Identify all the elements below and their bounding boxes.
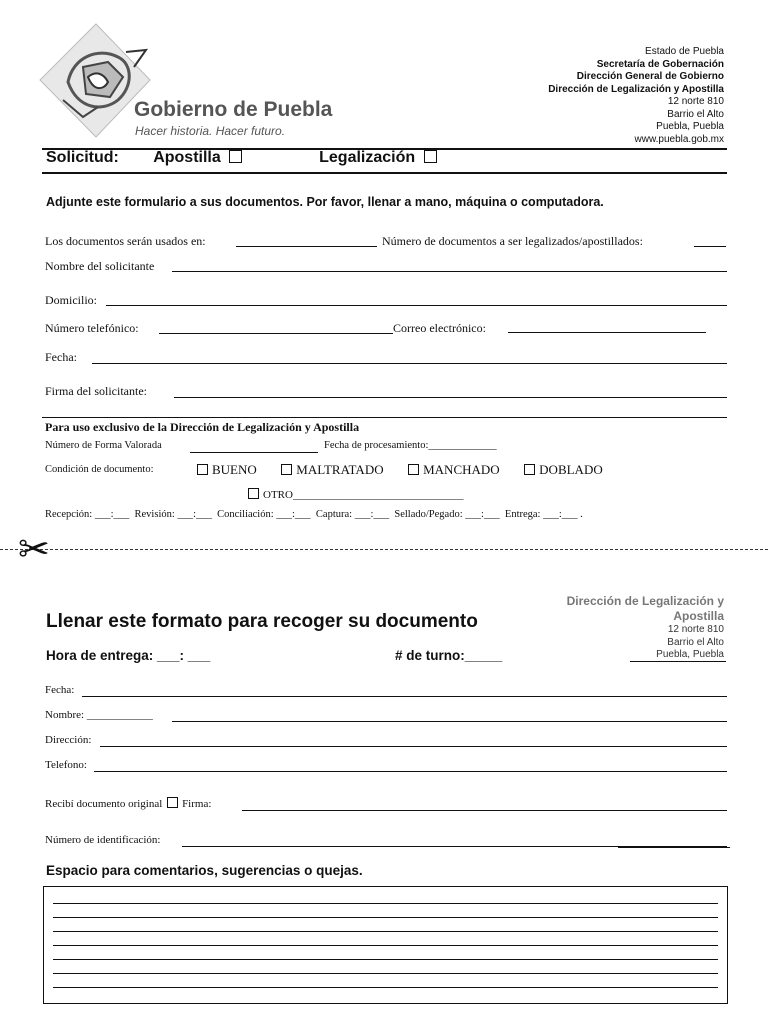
date-input[interactable] <box>92 363 727 364</box>
pickup-office-line: 12 norte 810 <box>667 624 724 635</box>
comment-line <box>53 987 718 988</box>
maltratado-checkbox[interactable] <box>281 464 292 475</box>
office-title: Para uso exclusivo de la Dirección de Legalización y Apostilla <box>45 420 360 434</box>
address-line: Estado de Puebla <box>645 46 724 57</box>
received-label: Recibí documento original <box>45 798 163 810</box>
turn-number[interactable]: # de turno:_____ <box>395 648 503 663</box>
bueno-label: BUENO <box>212 462 257 477</box>
email-label: Correo electrónico: <box>393 321 486 335</box>
comment-line <box>53 973 718 974</box>
id-number-input-end <box>618 847 730 848</box>
usage-input[interactable] <box>236 246 377 247</box>
legalizacion-checkbox[interactable] <box>424 150 437 163</box>
doblado-checkbox[interactable] <box>524 464 535 475</box>
pickup-office-line: Barrio el Alto <box>667 636 724 648</box>
request-label: Solicitud: <box>46 149 119 166</box>
comments-title: Espacio para comentarios, sugerencias o quejas. <box>46 863 363 878</box>
pickup-title: Llenar este formato para recoger su documento <box>46 611 478 632</box>
address-input[interactable] <box>106 305 727 306</box>
pickup-phone-input[interactable] <box>94 771 727 772</box>
condition-row <box>45 464 153 475</box>
applicant-label: Nombre del solicitante <box>45 259 155 273</box>
pickup-name-label: Nombre: ____________ <box>45 709 153 721</box>
pickup-phone-label: Telefono: <box>45 759 87 771</box>
other-label[interactable]: OTRO_______________________________ <box>263 489 464 501</box>
address-block <box>548 46 724 146</box>
request-row <box>46 149 441 167</box>
received-checkbox[interactable] <box>167 797 178 808</box>
address-line: Secretaría de Gobernación <box>596 58 724 70</box>
other-row <box>248 488 463 501</box>
date-label: Fecha: <box>45 350 77 364</box>
pickup-signature-input[interactable] <box>242 810 727 811</box>
comment-line <box>53 945 718 946</box>
pickup-address-input[interactable] <box>100 746 727 747</box>
form-number-label: Número de Forma Valorada <box>45 440 162 451</box>
count-label: Número de documentos a ser legalizados/apostillados: <box>382 234 643 248</box>
pickup-date-label: Fecha: <box>45 684 75 696</box>
office-rule <box>42 417 727 418</box>
processing-date[interactable]: Fecha de procesamiento:_____________ <box>324 440 497 451</box>
bueno-checkbox[interactable] <box>197 464 208 475</box>
other-checkbox[interactable] <box>248 488 259 499</box>
comment-line <box>53 931 718 932</box>
address-line: Puebla, Puebla <box>656 121 724 132</box>
cut-line <box>0 549 768 550</box>
usage-label: Los documentos serán usados en: <box>45 234 206 248</box>
pickup-date-input[interactable] <box>82 696 727 697</box>
comments-box[interactable] <box>43 886 728 1004</box>
manchado-checkbox[interactable] <box>408 464 419 475</box>
manchado-label: MANCHADO <box>423 462 500 477</box>
condition-options <box>197 462 603 478</box>
pickup-office-line: Dirección de Legalización y <box>566 594 724 608</box>
signature-input[interactable] <box>174 397 727 398</box>
phone-label: Número telefónico: <box>45 321 139 335</box>
applicant-input[interactable] <box>172 271 727 272</box>
apostilla-label: Apostilla <box>153 149 221 166</box>
puebla-emblem-icon <box>38 22 153 140</box>
id-number-label: Número de identificación: <box>45 834 161 846</box>
address-line: Barrio el Alto <box>667 108 724 120</box>
pickup-signature-label: Firma: <box>182 798 212 810</box>
pickup-name-input[interactable] <box>172 721 727 722</box>
phone-input[interactable] <box>159 333 393 334</box>
bottom-rule <box>42 172 727 174</box>
logo-tagline: Hacer historia. Hacer futuro. <box>135 124 286 138</box>
email-input[interactable] <box>508 332 706 333</box>
comment-line <box>53 903 718 904</box>
address-line: www.puebla.gob.mx <box>634 133 724 145</box>
pickup-address-label: Dirección: <box>45 734 92 746</box>
form-number-input[interactable] <box>190 452 318 453</box>
address-line: 12 norte 810 <box>667 96 724 107</box>
maltratado-label: MALTRATADO <box>296 462 384 477</box>
address-line: Dirección de Legalización y Apostilla <box>548 83 724 95</box>
doblado-label: DOBLADO <box>539 462 603 477</box>
logo <box>38 22 338 142</box>
condition-label: Condición de documento: <box>45 464 154 475</box>
received-row <box>45 797 211 810</box>
apostilla-checkbox[interactable] <box>229 150 242 163</box>
pickup-office-rule <box>630 661 726 662</box>
address-line: Dirección General de Gobierno <box>576 71 724 82</box>
comment-line <box>53 917 718 918</box>
scissors-icon: ✂ <box>18 529 50 571</box>
logo-title: Gobierno de Puebla <box>134 98 333 121</box>
pickup-office-line: Apostilla <box>673 609 724 623</box>
pickup-office <box>567 594 724 662</box>
address-label: Domicilio: <box>45 293 97 307</box>
timeline-row[interactable]: Recepción: ___:___ Revisión: ___:___ Conciliación: ___:___ Captura: ___:___ Sellado/Pegado: ___:___ Entrega: ___:___ . <box>45 509 583 520</box>
instructions: Adjunte este formulario a sus documentos. Por favor, llenar a mano, máquina o computadora. <box>46 195 604 209</box>
pickup-office-line: Puebla, Puebla <box>656 649 724 660</box>
comment-line <box>53 959 718 960</box>
legalizacion-label: Legalización <box>319 149 416 166</box>
signature-label: Firma del solicitante: <box>45 384 147 398</box>
delivery-time[interactable]: Hora de entrega: ___: ___ <box>46 648 211 663</box>
count-input[interactable] <box>694 246 726 247</box>
